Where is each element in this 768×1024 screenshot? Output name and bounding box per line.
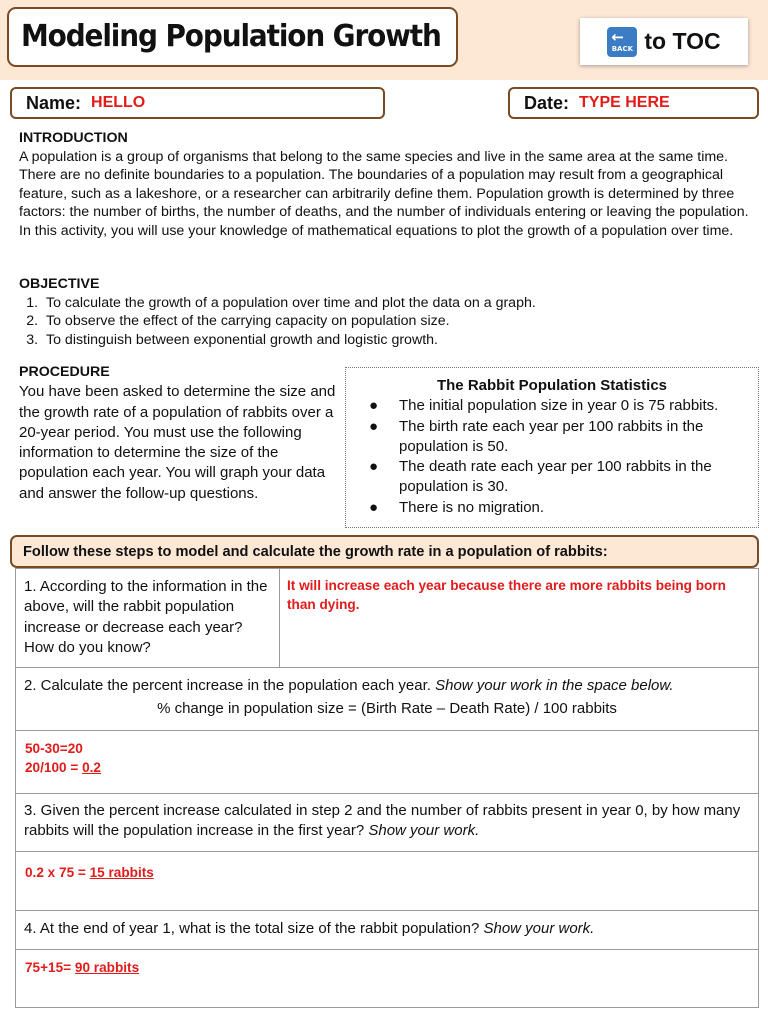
- question-3-text: 3. Given the percent increase calculated in step 2 and the number of rabbits present in year 0, by how many rabbits will the population increase in the first year?: [24, 802, 741, 840]
- bullet-icon: ●: [369, 397, 379, 415]
- date-label: Date:: [524, 92, 570, 113]
- answer-row-3[interactable]: [16, 852, 758, 911]
- question-row-4: [16, 911, 758, 950]
- answer-4-text: 75+15=: [25, 960, 75, 975]
- answer-3-text: 0.2 x 75 =: [25, 865, 90, 880]
- introduction-text: A population is a group of organisms that belong to the same species and live in the same area at the same time. There are no definite boundaries to a population. The boundaries of a population may result from a geographical feature, such as a lakeshore, or a researcher can arbitrarily define them. Population growth is determined by three factors: the number of births, the number of deaths, and the number of individuals entering or leaving the population. In this activity, you will use your knowledge of mathematical equations to plot the growth of a population over time.: [19, 148, 749, 239]
- steps-banner: Follow these steps to model and calculate the growth rate in a population of rabbits:: [10, 535, 759, 568]
- date-field[interactable]: [508, 87, 759, 119]
- rabbit-stats-box: [345, 367, 759, 528]
- procedure-text: You have been asked to determine the size and the growth rate of a population of rabbits over a 20-year period. You must use the following information to determine the size of the population each year. You will graph your data and answer the follow-up questions.: [19, 383, 336, 502]
- answer-2-line1: 50-30=20: [25, 741, 83, 756]
- objective-item: 3. To distinguish between exponential growth and logistic growth.: [42, 331, 749, 350]
- question-4-text: 4. At the end of year 1, what is the total size of the rabbit population?: [24, 920, 480, 937]
- stats-item: ● The birth rate each year per 100 rabbits in the population is 50.: [369, 417, 704, 455]
- answer-4-result: 90 rabbits: [74, 960, 140, 975]
- question-row-2: [16, 668, 758, 731]
- procedure-section: [19, 362, 337, 504]
- question-4-instruction: Show your work.: [483, 920, 595, 937]
- objective-section: [19, 275, 749, 349]
- stats-item: ● The death rate each year per 100 rabbits in the population is 30.: [369, 458, 712, 496]
- objective-list: [19, 294, 749, 350]
- question-2-text: 2. Calculate the percent increase in the population each year.: [24, 677, 431, 694]
- name-field[interactable]: [10, 87, 385, 119]
- back-to-toc-button[interactable]: [580, 18, 748, 65]
- formula-text: % change in population size = (Birth Rate – Death Rate) / 100 rabbits: [157, 700, 617, 717]
- introduction-heading: INTRODUCTION: [19, 130, 128, 146]
- stats-title: The Rabbit Population Statistics: [436, 377, 668, 394]
- bullet-icon: ●: [369, 458, 379, 476]
- objective-item: 1. To calculate the growth of a population over time and plot the data on a graph.: [42, 294, 749, 313]
- answer-2-line2: 20/100 =: [25, 760, 83, 775]
- back-arrow-icon: ← BACK: [607, 27, 637, 57]
- answer-2-result: 0.2: [82, 760, 101, 775]
- page-title: Modeling Population Growth: [21, 19, 441, 54]
- objective-heading: OBJECTIVE: [19, 276, 100, 292]
- answer-row-2[interactable]: [16, 731, 758, 794]
- name-value[interactable]: HELLO: [91, 94, 146, 111]
- name-label: Name:: [26, 92, 82, 113]
- stats-list: [346, 396, 758, 518]
- questions-table: [15, 568, 759, 1008]
- cell-divider: [279, 569, 280, 667]
- bullet-icon: ●: [369, 417, 379, 435]
- answer-1-text[interactable]: It will increase each year because there are more rabbits being born than dying.: [287, 578, 726, 612]
- answer-row-4[interactable]: [16, 950, 758, 1007]
- stats-item: ● There is no migration.: [399, 498, 758, 518]
- question-2-instruction: Show your work in the space below.: [435, 677, 674, 694]
- bullet-icon: ●: [369, 498, 379, 516]
- question-row-1: [16, 569, 758, 668]
- title-box: [7, 7, 458, 67]
- stats-item: ● The initial population size in year 0 is 75 rabbits.: [399, 396, 758, 416]
- question-row-3: [16, 794, 758, 852]
- toc-button-label: to TOC: [644, 28, 721, 54]
- question-3-instruction: Show your work.: [368, 822, 480, 840]
- introduction-section: [19, 129, 749, 241]
- procedure-heading: PROCEDURE: [19, 364, 110, 380]
- objective-item: 2. To observe the effect of the carrying capacity on population size.: [42, 312, 749, 331]
- answer-3-result: 15 rabbits: [89, 865, 154, 880]
- question-1-text: 1. According to the information in the above, will the rabbit population increase or decrease each year? How do you know?: [24, 578, 268, 656]
- date-value[interactable]: TYPE HERE: [579, 94, 670, 111]
